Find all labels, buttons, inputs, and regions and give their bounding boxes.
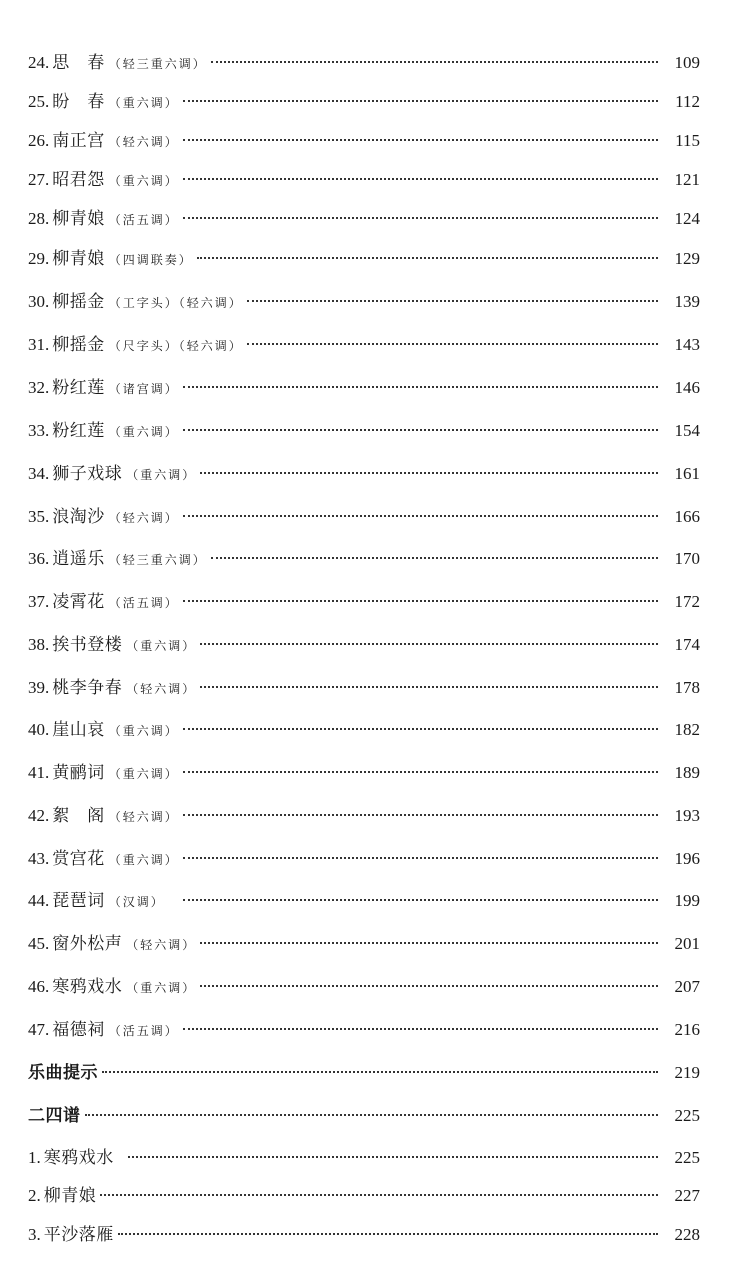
entry-number: 36. (28, 549, 50, 568)
entry-mode-note: （四调联奏） (108, 253, 193, 267)
entry-mode-note: （轻六调） (126, 682, 197, 696)
entry-number: 29. (28, 249, 50, 268)
dot-leader (211, 61, 658, 63)
entry-title: 崖山哀 (52, 720, 105, 740)
entry-title: 南正宫 (52, 131, 105, 151)
entry-page-number: 129 (674, 249, 700, 268)
toc-entry[interactable] (28, 673, 700, 698)
dot-leader (200, 472, 658, 474)
entry-title: 挨书登楼 (52, 635, 123, 655)
entry-mode-note: （重六调） (108, 425, 179, 439)
dot-leader (200, 985, 658, 987)
entry-title: 盼 春 (52, 92, 105, 112)
entry-mode-note: （轻三重六调） (108, 553, 207, 567)
dot-leader (128, 1156, 658, 1158)
entry-number: 38. (28, 635, 50, 654)
dot-leader (102, 1071, 658, 1073)
entry-title: 粉红莲 (52, 378, 105, 398)
toc-sub-entry[interactable] (28, 1181, 700, 1206)
entry-number: 42. (28, 806, 50, 825)
entry-mode-note: （轻六调） (108, 511, 179, 525)
entry-mode-note: （重六调） (126, 468, 197, 482)
entry-page-number: 182 (674, 720, 700, 739)
entry-mode-note: （活五调） (108, 213, 179, 227)
entry-page-number: 139 (674, 292, 700, 311)
entry-number: 33. (28, 421, 50, 440)
entry-number: 40. (28, 720, 50, 739)
entry-title: 柳青娘 (52, 209, 105, 229)
dot-leader (183, 814, 658, 816)
entry-title: 福德祠 (52, 1020, 105, 1040)
entry-page-number: 189 (674, 763, 700, 782)
dot-leader (183, 386, 658, 388)
entry-page-number: 207 (674, 977, 700, 996)
entry-mode-note: （轻六调） (108, 135, 179, 149)
entry-title: 黄鹂词 (52, 763, 105, 783)
entry-mode-note: （轻六调） (108, 810, 179, 824)
entry-page-number: 154 (674, 421, 700, 440)
entry-page-number: 161 (674, 464, 700, 483)
toc-entry[interactable] (28, 972, 700, 997)
entry-page-number: 228 (674, 1225, 700, 1244)
entry-number: 31. (28, 335, 50, 354)
dot-leader (183, 857, 658, 859)
entry-title: 狮子戏球 (52, 464, 123, 484)
toc-entry[interactable] (28, 244, 700, 269)
entry-mode-note: （诸宫调） (108, 382, 179, 396)
dot-leader (183, 899, 658, 901)
dot-leader (200, 942, 658, 944)
entry-mode-note: （工字头）（轻六调） (108, 296, 243, 310)
entry-page-number: 170 (674, 549, 700, 568)
toc-entry[interactable] (28, 204, 700, 229)
toc-entry[interactable] (28, 886, 700, 911)
entry-mode-note: （活五调） (108, 1024, 179, 1038)
entry-title: 赏宫花 (52, 849, 105, 869)
entry-title: 柳摇金 (52, 292, 105, 312)
entry-number: 44. (28, 891, 50, 910)
dot-leader (183, 429, 658, 431)
entry-number: 43. (28, 849, 50, 868)
entry-title: 柳青娘 (52, 249, 105, 269)
entry-title: 寒鸦戏水 (43, 1148, 114, 1168)
entry-mode-note: （轻三重六调） (108, 57, 207, 71)
entry-page-number: 193 (674, 806, 700, 825)
section-page-number: 225 (674, 1106, 700, 1125)
entry-page-number: 121 (674, 170, 700, 189)
entry-mode-note: （重六调） (108, 767, 179, 781)
dot-leader (183, 217, 658, 219)
dot-leader (118, 1233, 658, 1235)
dot-leader (200, 686, 658, 688)
toc-entry[interactable] (28, 715, 700, 740)
toc-entry[interactable] (28, 587, 700, 612)
entry-title: 粉红莲 (52, 421, 105, 441)
entry-title: 凌霄花 (52, 592, 105, 612)
entry-page-number: 227 (674, 1186, 700, 1205)
entry-number: 24. (28, 53, 50, 72)
dot-leader (183, 1028, 658, 1030)
toc-entry[interactable] (28, 459, 700, 484)
toc-entry[interactable] (28, 630, 700, 655)
dot-leader (211, 557, 658, 559)
entry-page-number: 172 (674, 592, 700, 611)
toc-entry[interactable] (28, 801, 700, 826)
entry-page-number: 124 (674, 209, 700, 228)
toc-entry[interactable] (28, 126, 700, 151)
entry-page-number: 196 (674, 849, 700, 868)
dot-leader (197, 257, 658, 259)
entry-number: 34. (28, 464, 50, 483)
entry-title: 絮 阁 (52, 806, 105, 826)
dot-leader (183, 600, 658, 602)
entry-number: 39. (28, 678, 50, 697)
toc-entry[interactable] (28, 373, 700, 398)
entry-title: 桃李争春 (52, 678, 123, 698)
toc-entry[interactable] (28, 1015, 700, 1040)
entry-page-number: 146 (674, 378, 700, 397)
toc-entry[interactable] (28, 758, 700, 783)
entry-page-number: 225 (674, 1148, 700, 1167)
entry-number: 46. (28, 977, 50, 996)
entry-title: 寒鸦戏水 (52, 977, 123, 997)
entry-number: 41. (28, 763, 50, 782)
dot-leader (183, 515, 658, 517)
toc-entry[interactable] (28, 287, 700, 312)
entry-number: 2. (28, 1186, 41, 1205)
dot-leader (183, 728, 658, 730)
entry-title: 昭君怨 (52, 170, 105, 190)
entry-mode-note: （重六调） (126, 981, 197, 995)
entry-number: 47. (28, 1020, 50, 1039)
toc-entry[interactable] (28, 544, 700, 569)
entry-number: 1. (28, 1148, 41, 1167)
dot-leader (200, 643, 658, 645)
entry-number: 26. (28, 131, 50, 150)
entry-number: 45. (28, 934, 50, 953)
section-page-number: 219 (674, 1063, 700, 1082)
dot-leader (100, 1194, 658, 1196)
entry-title: 思 春 (52, 53, 105, 73)
entry-number: 32. (28, 378, 50, 397)
entry-number: 25. (28, 92, 50, 111)
toc-entry[interactable] (28, 502, 700, 527)
toc-entry[interactable] (28, 416, 700, 441)
dot-leader (183, 100, 658, 102)
dot-leader (183, 771, 658, 773)
entry-page-number: 174 (674, 635, 700, 654)
toc-entry[interactable] (28, 844, 700, 869)
entry-mode-note: （重六调） (108, 724, 179, 738)
entry-mode-note: （轻六调） (126, 938, 197, 952)
entry-number: 30. (28, 292, 50, 311)
entry-number: 37. (28, 592, 50, 611)
toc-entry[interactable] (28, 330, 700, 355)
dot-leader (247, 300, 658, 302)
dot-leader (183, 139, 658, 141)
entry-page-number: 178 (674, 678, 700, 697)
entry-mode-note: （重六调） (126, 639, 197, 653)
dot-leader (247, 343, 658, 345)
entry-number: 28. (28, 209, 50, 228)
entry-title: 柳摇金 (52, 335, 105, 355)
dot-leader (85, 1114, 659, 1116)
dot-leader (183, 178, 658, 180)
toc-sub-entry[interactable] (28, 1220, 700, 1245)
entry-number: 35. (28, 507, 50, 526)
toc-entry[interactable] (28, 87, 700, 112)
toc-entry[interactable] (28, 929, 700, 954)
toc-entry[interactable] (28, 48, 700, 73)
entry-mode-note: （汉调） (108, 895, 165, 909)
entry-page-number: 109 (674, 53, 700, 72)
toc-section[interactable] (28, 1101, 700, 1126)
entry-mode-note: （重六调） (108, 174, 179, 188)
entry-title: 浪淘沙 (52, 507, 105, 527)
entry-mode-note: （活五调） (108, 596, 179, 610)
entry-mode-note: （重六调） (108, 853, 179, 867)
entry-title: 琵琶词 (52, 891, 105, 911)
entry-title: 平沙落雁 (43, 1225, 114, 1245)
entry-mode-note: （尺字头）（轻六调） (108, 339, 243, 353)
entry-page-number: 199 (674, 891, 700, 910)
section-title: 乐曲提示 (28, 1063, 98, 1083)
section-title: 二四谱 (28, 1106, 81, 1126)
toc-section[interactable] (28, 1058, 700, 1083)
entry-number: 27. (28, 170, 50, 189)
toc-sub-entry[interactable] (28, 1143, 700, 1168)
entry-title: 柳青娘 (43, 1186, 97, 1206)
entry-page-number: 166 (674, 507, 700, 526)
entry-number: 3. (28, 1225, 41, 1244)
entry-title: 逍遥乐 (52, 549, 105, 569)
entry-page-number: 143 (674, 335, 700, 354)
entry-page-number: 201 (674, 934, 700, 953)
entry-page-number: 112 (675, 92, 700, 111)
entry-page-number: 216 (674, 1020, 700, 1039)
toc-entry[interactable] (28, 165, 700, 190)
entry-mode-note: （重六调） (108, 96, 179, 110)
entry-page-number: 115 (675, 131, 700, 150)
entry-title: 窗外松声 (52, 934, 123, 954)
